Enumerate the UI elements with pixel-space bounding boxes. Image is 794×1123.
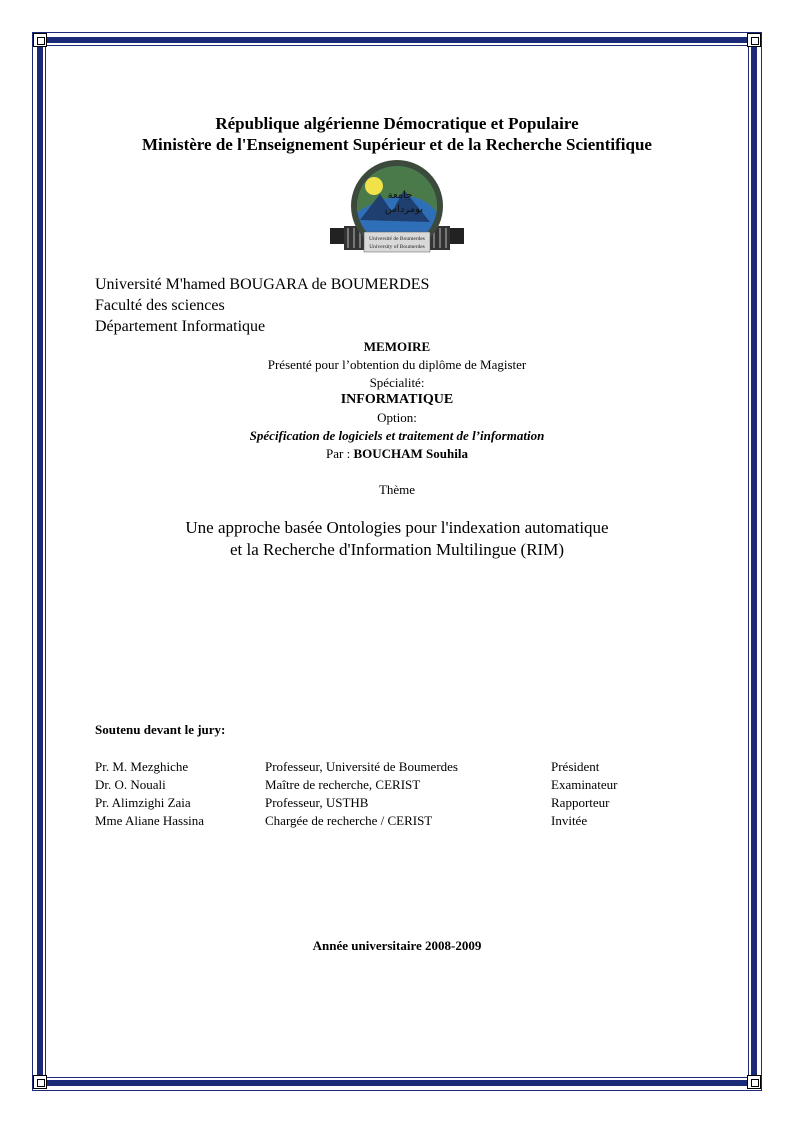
faculty-name: Faculté des sciences — [95, 297, 225, 314]
thesis-title-line-1: Une approche basée Ontologies pour l'indexation automatique — [185, 518, 609, 537]
jury-member-title: Professeur, USTHB — [265, 795, 369, 810]
author-line — [0, 446, 794, 462]
ministry-heading: Ministère de l'Enseignement Supérieur et de la Recherche Scientifique — [142, 135, 652, 154]
thesis-type: MEMOIRE — [363, 339, 431, 354]
jury-member-name: Pr. M. Mezghiche — [95, 759, 189, 774]
jury-member-name: Mme Aliane Hassina — [95, 813, 205, 828]
jury-member-name: Dr. O. Nouali — [95, 777, 166, 792]
thesis-title-line-2: et la Recherche d'Information Multilingue (RIM) — [230, 540, 564, 559]
corner-ornament-bottom-right — [747, 1075, 761, 1089]
svg-text:Université de Boumerdes: Université de Boumerdes — [369, 236, 425, 242]
jury-member-role: Examinateur — [551, 777, 618, 792]
corner-ornament-top-left — [33, 33, 47, 47]
corner-ornament-bottom-left — [33, 1075, 47, 1089]
jury-row — [0, 759, 794, 777]
jury-member-title: Maître de recherche, CERIST — [265, 777, 421, 792]
jury-heading: Soutenu devant le jury: — [95, 722, 226, 737]
jury-member-role: Invitée — [551, 813, 588, 828]
jury-member-name: Pr. Alimzighi Zaia — [95, 795, 191, 810]
author-name: BOUCHAM Souhila — [353, 446, 468, 461]
svg-text:University of Boumerdes: University of Boumerdes — [369, 244, 425, 250]
jury-member-role: Rapporteur — [551, 795, 610, 810]
svg-text:جامعة: جامعة — [387, 190, 413, 201]
department-name: Département Informatique — [95, 318, 266, 335]
university-name: Université M'hamed BOUGARA de BOUMERDES — [95, 276, 430, 293]
jury-row — [0, 795, 794, 813]
corner-ornament-top-right — [747, 33, 761, 47]
speciality-label: Spécialité: — [369, 375, 425, 390]
theme-label: Thème — [378, 482, 416, 497]
option-value: Spécification de logiciels et traitement de l’information — [249, 428, 545, 443]
by-label: Par : — [326, 446, 351, 461]
republic-heading: République algérienne Démocratique et Populaire — [215, 114, 579, 133]
svg-text:بومرداس: بومرداس — [384, 204, 424, 215]
speciality-value: INFORMATIQUE — [340, 392, 454, 407]
option-label: Option: — [377, 410, 417, 425]
jury-row — [0, 777, 794, 795]
jury-member-title: Chargée de recherche / CERIST — [265, 813, 433, 828]
jury-row — [0, 813, 794, 831]
jury-member-title: Professeur, Université de Boumerdes — [265, 759, 458, 774]
university-logo — [330, 160, 464, 266]
academic-year: Année universitaire 2008-2009 — [312, 938, 482, 953]
jury-member-role: Président — [551, 759, 600, 774]
presented-for: Présenté pour l’obtention du diplôme de Magister — [267, 357, 527, 372]
